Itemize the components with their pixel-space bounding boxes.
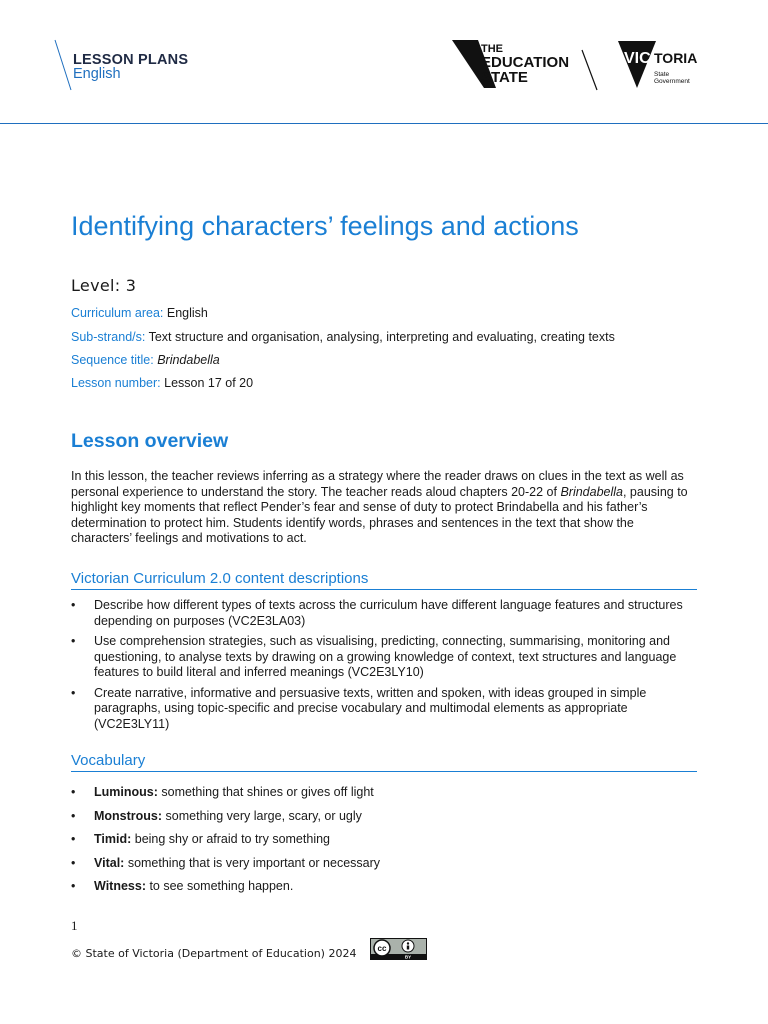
lesson-title: Identifying characters’ feelings and actions <box>71 211 579 241</box>
overview-text-2: , pausing to highlight key moments that reflect Pender’s fear and sense of duty to protect Brindabella and his father’s determination to protect him. Students identify words, phrases and sentences in the text that show the characters’ feelings and motivations to act. <box>71 484 688 545</box>
vocab-definition: to see something happen. <box>145 879 294 893</box>
lesson-level: Level: 3 <box>71 276 137 295</box>
copyright-notice: © State of Victoria (Department of Education) 2024 <box>71 947 357 960</box>
list-item: • Describe how different types of texts across the curriculum have different language features and structures depending on purposes (VC2E3LA03) <box>71 598 683 628</box>
bullet: • <box>71 832 76 846</box>
list-item <box>71 875 697 899</box>
header-divider <box>0 123 768 124</box>
creative-commons-by-icon <box>370 938 427 960</box>
vocab-definition: something that is very important or necessary <box>124 855 381 870</box>
overview-book-title: Brindabella <box>560 484 623 499</box>
vocab-term: Timid: <box>94 832 132 846</box>
bullet: • <box>71 598 76 612</box>
meta-value: Lesson 17 of 20 <box>164 376 254 390</box>
vic-logo-sub-1: State <box>654 71 670 78</box>
curriculum-heading: Victorian Curriculum 2.0 content descriptions <box>71 570 369 587</box>
bullet: • <box>71 855 76 870</box>
meta-value: Brindabella <box>157 353 220 367</box>
vocabulary-heading-rule <box>71 771 697 772</box>
svg-text:VIC: VIC <box>624 50 651 67</box>
vocabulary-list <box>71 781 697 899</box>
vocab-term: Luminous: <box>94 785 158 799</box>
vocabulary-heading: Vocabulary <box>71 752 146 769</box>
vocab-term: Witness: <box>94 879 146 893</box>
overview-heading: Lesson overview <box>71 430 229 452</box>
series-subject: English <box>73 66 121 82</box>
meta-label: Sequence title: <box>71 353 154 367</box>
list-item: • Use comprehension strategies, such as visualising, predicting, connecting, summarising, monitoring and questioning, to analyse texts by drawing on a growing knowledge of context, text structures and language features to build literal and inferred meanings (VC2E3LY10) <box>71 634 677 679</box>
list-item <box>71 781 697 805</box>
bullet: • <box>71 808 76 823</box>
bullet: • <box>71 634 76 648</box>
meta-value: Text structure and organisation, analysing, interpreting and evaluating, creating texts <box>148 330 615 344</box>
bullet: • <box>71 785 76 799</box>
meta-value: English <box>166 306 208 320</box>
vocab-definition: something very large, scary, or ugly <box>162 808 362 823</box>
edu-logo-line-2: EDUCATION <box>481 54 570 71</box>
list-item <box>71 828 697 852</box>
victoria-state-government-logo <box>616 38 716 94</box>
cc-by-label: BY <box>404 954 412 960</box>
curriculum-list <box>71 598 697 732</box>
list-item: • Create narrative, informative and persuasive texts, written and spoken, with ideas grouped in simple paragraphs, using topic-specific and precise vocabulary and multimodal elements as appropriate (VC2E3LY11) <box>71 685 647 731</box>
meta-label: Lesson number: <box>71 376 161 390</box>
edu-logo-line-3: STATE <box>481 69 528 86</box>
edu-logo-line-1: THE <box>481 43 503 55</box>
overview-paragraph <box>71 469 691 547</box>
meta-sequence-title <box>71 353 220 367</box>
meta-label: Sub-strand/s: <box>71 330 146 344</box>
list-item <box>71 852 697 876</box>
meta-curriculum-area <box>71 306 208 320</box>
lesson-plans-slash-icon <box>53 38 73 94</box>
page-number: 1 <box>71 918 78 933</box>
vocab-definition: something that shines or gives off light <box>157 785 374 799</box>
vocab-term: Vital: <box>94 855 125 870</box>
education-state-logo <box>450 38 602 94</box>
vic-logo-sub-2: Government <box>654 78 690 85</box>
page-header <box>0 0 768 124</box>
overview-text-1: In this lesson, the teacher reviews inferring as a strategy where the reader draws on clues in the text as well as personal experience to understand the story. The teacher reads aloud chapters 20-22 of <box>71 469 684 499</box>
meta-lesson-number <box>71 376 253 390</box>
meta-label: Curriculum area: <box>71 306 164 320</box>
meta-sub-strands <box>71 330 615 344</box>
list-item <box>71 805 697 829</box>
vic-logo-text: TORIA <box>654 50 698 66</box>
series-title: LESSON PLANS <box>73 52 189 68</box>
curriculum-heading-rule <box>71 589 697 590</box>
bullet: • <box>71 879 76 893</box>
vocab-term: Monstrous: <box>94 808 163 823</box>
vocab-definition: being shy or afraid to try something <box>131 832 330 846</box>
cc-label: cc <box>377 944 387 953</box>
bullet: • <box>71 685 76 700</box>
